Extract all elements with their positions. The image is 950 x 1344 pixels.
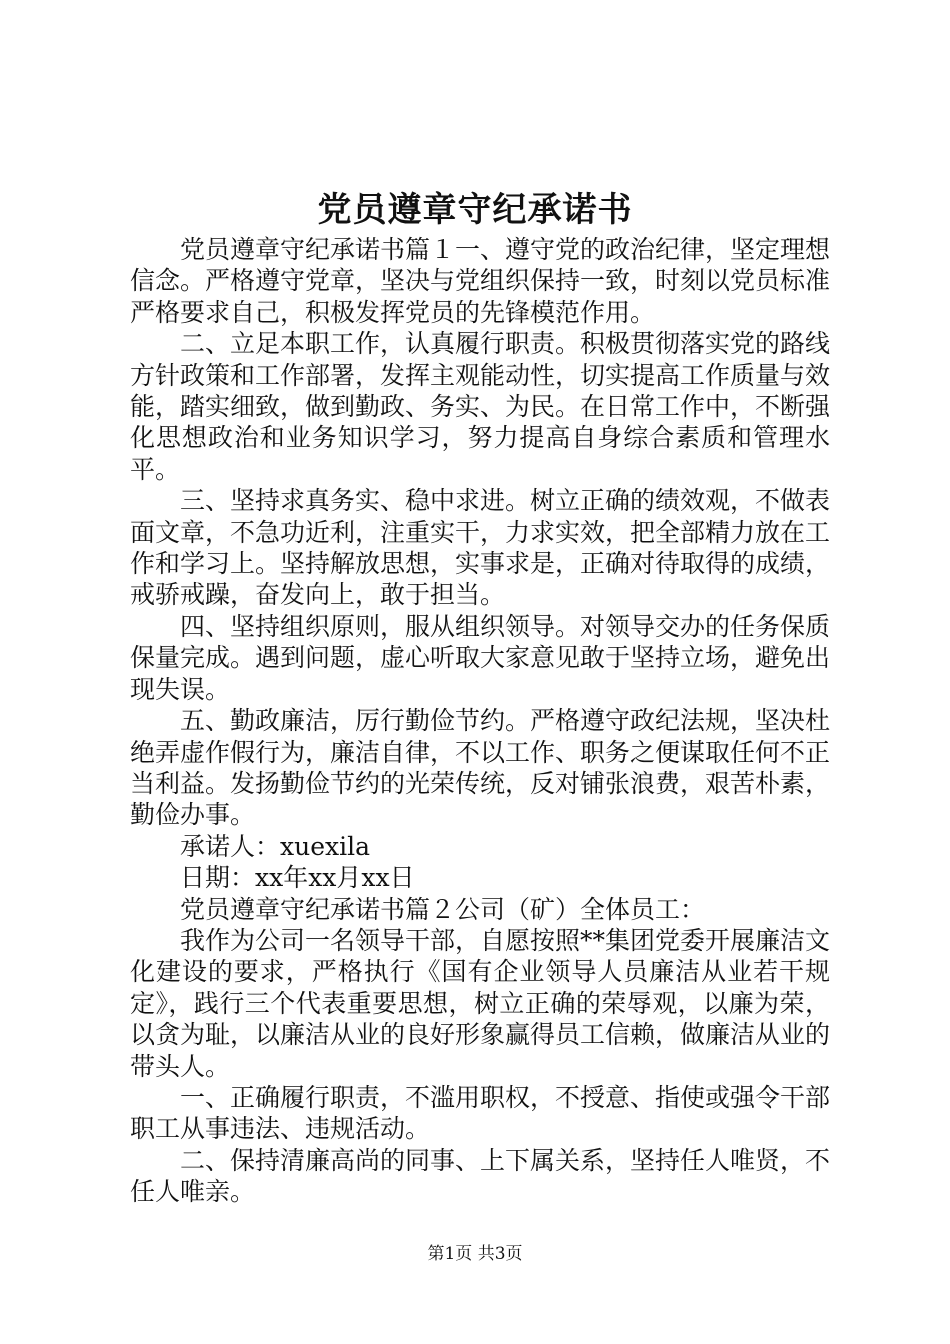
paragraph: 二、保持清廉高尚的同事、上下属关系，坚持任人唯贤，不任人唯亲。 — [130, 1145, 831, 1207]
paragraph: 五、勤政廉洁，厉行勤俭节约。严格遵守政纪法规，坚决杜绝弄虚作假行为，廉洁自律，不以工作、职务之便谋取任何不正当利益。发扬勤俭节约的光荣传统，反对铺张浪费，艰苦朴素，勤俭办事。 — [130, 706, 831, 830]
paragraph: 三、坚持求真务实、稳中求进。树立正确的绩效观，不做表面文章，不急功近利，注重实干，力求实效，把全部精力放在工作和学习上。坚持解放思想，实事求是，正确对待取得的成绩，戒骄戒躁，奋发向上，敢于担当。 — [130, 486, 831, 610]
paragraph: 二、立足本职工作，认真履行职责。积极贯彻落实党的路线方针政策和工作部署，发挥主观能动性，切实提高工作质量与效能，踏实细致，做到勤政、务实、为民。在日常工作中，不断强化思想政治和业务知识学习，努力提高自身综合素质和管理水平。 — [130, 329, 831, 484]
page-number: 第1页 共3页 — [427, 1244, 523, 1264]
paragraph: 我作为公司一名领导干部，自愿按照**集团党委开展廉洁文化建设的要求，严格执行《国有企业领导人员廉洁从业若干规定》，践行三个代表重要思想，树立正确的荣辱观，以廉为荣，以贪为耻，以廉洁从业的良好形象赢得员工信赖，做廉洁从业的带头人。 — [130, 925, 831, 1081]
section-heading: 党员遵章守纪承诺书篇２公司（矿）全体员工： — [180, 894, 706, 924]
document-title: 党员遵章守纪承诺书 — [317, 190, 633, 230]
document-body — [130, 234, 830, 1208]
signatory-line: 承诺人：xuexila — [180, 831, 370, 861]
paragraph: 四、坚持组织原则，服从组织领导。对领导交办的任务保质保量完成。遇到问题，虚心听取大家意见敢于坚持立场，避免出现失误。 — [130, 611, 831, 704]
date-line: 日期：xx年xx月xx日 — [180, 863, 415, 893]
paragraph: 党员遵章守纪承诺书篇１一、遵守党的政治纪律，坚定理想信念。严格遵守党章，坚决与党组织保持一致，时刻以党员标准严格要求自己，积极发挥党员的先锋模范作用。 — [130, 235, 831, 327]
paragraph: 一、正确履行职责，不滥用职权，不授意、指使或强令干部职工从事违法、违规活动。 — [130, 1082, 831, 1144]
